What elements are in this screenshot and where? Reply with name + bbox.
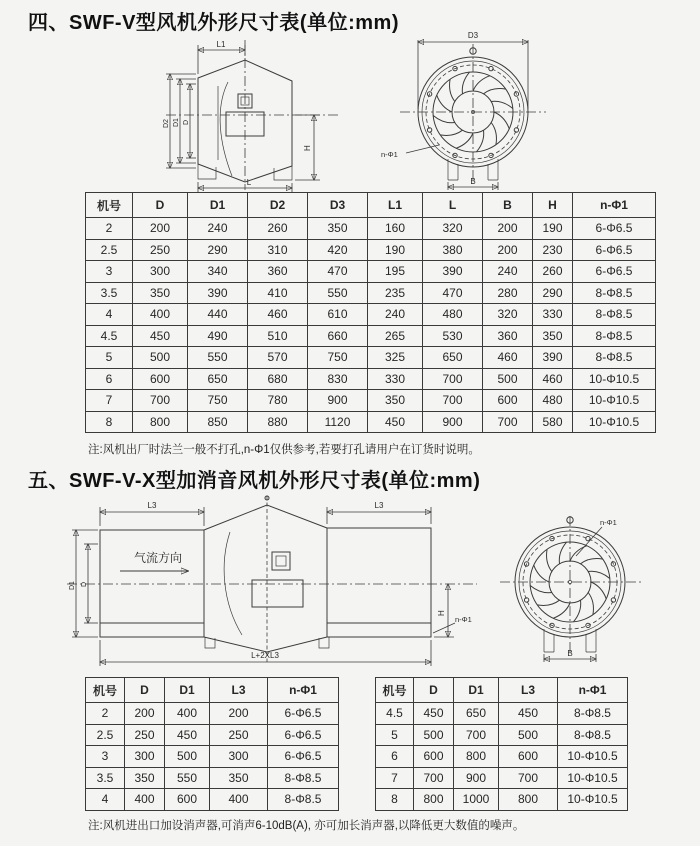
- dim-label-h: H: [303, 145, 312, 151]
- column-header: D: [414, 678, 454, 703]
- table-cell: 400: [133, 304, 188, 326]
- table-cell: 510: [248, 325, 308, 347]
- table-cell: 490: [188, 325, 248, 347]
- dim-label-d1: D1: [173, 118, 180, 127]
- column-header: D: [125, 678, 165, 703]
- column-header: B: [483, 193, 533, 218]
- column-header: 机号: [86, 193, 133, 218]
- table-row: [86, 347, 656, 369]
- table-cell: 390: [423, 261, 483, 283]
- table-cell: 10-Φ10.5: [558, 746, 628, 768]
- table-cell: 400: [165, 703, 210, 725]
- table-cell: 330: [368, 368, 423, 390]
- table-cell: 700: [423, 390, 483, 412]
- column-header: H: [533, 193, 573, 218]
- table-cell: 350: [308, 218, 368, 240]
- table-cell: 420: [308, 239, 368, 261]
- table-cell: 800: [414, 789, 454, 811]
- table-cell: 350: [368, 390, 423, 412]
- fan-side-view-drawing: [140, 36, 350, 194]
- table-cell: 8-Φ8.5: [573, 347, 656, 369]
- table-cell: 7: [376, 767, 414, 789]
- column-header: D3: [308, 193, 368, 218]
- dim-label-d3: D3: [467, 31, 479, 40]
- table-cell: 390: [188, 282, 248, 304]
- table-cell: 700: [423, 368, 483, 390]
- table-cell: 230: [533, 239, 573, 261]
- table-cell: 400: [210, 789, 268, 811]
- header-row: [86, 678, 339, 703]
- fan-casing-outline: [204, 505, 327, 652]
- table-cell: 800: [454, 746, 499, 768]
- table-cell: 360: [248, 261, 308, 283]
- table-cell: 700: [414, 767, 454, 789]
- table-row: [86, 703, 339, 725]
- table-cell: 310: [248, 239, 308, 261]
- table-cell: 10-Φ10.5: [558, 767, 628, 789]
- table-cell: 200: [125, 703, 165, 725]
- table-row: [86, 411, 656, 433]
- column-header: 机号: [376, 678, 414, 703]
- section4-title: 四、SWF-V型风机外形尺寸表(单位:mm): [28, 12, 399, 34]
- table-cell: 450: [165, 724, 210, 746]
- table-cell: 650: [423, 347, 483, 369]
- table-cell: 700: [454, 724, 499, 746]
- table-cell: 750: [188, 390, 248, 412]
- table-cell: 200: [483, 239, 533, 261]
- table-cell: 600: [483, 390, 533, 412]
- holes-label: n-Φ1: [455, 615, 472, 624]
- table-row: [376, 746, 628, 768]
- dim-label-l3-right: L3: [374, 501, 384, 510]
- table-cell: 6-Φ6.5: [573, 218, 656, 240]
- dim-label-d1: D1: [69, 581, 76, 590]
- right-foot: [274, 166, 292, 180]
- table-cell: 250: [210, 724, 268, 746]
- table-cell: 470: [423, 282, 483, 304]
- table-cell: 410: [248, 282, 308, 304]
- table-cell: 660: [308, 325, 368, 347]
- section5-title: 五、SWF-V-X型加消音风机外形尺寸表(单位:mm): [28, 470, 481, 492]
- table-cell: 460: [483, 347, 533, 369]
- table-row: [86, 368, 656, 390]
- fan-front-view-drawing: [378, 24, 563, 194]
- table-cell: 190: [533, 218, 573, 240]
- table-cell: 8-Φ8.5: [558, 724, 628, 746]
- table-row: [86, 261, 656, 283]
- dimension-table-swfv: [85, 192, 656, 433]
- table-cell: 550: [165, 767, 210, 789]
- table-cell: 570: [248, 347, 308, 369]
- table-cell: 7: [86, 390, 133, 412]
- table-cell: 400: [125, 789, 165, 811]
- junction-box: [272, 552, 290, 570]
- table-cell: 235: [368, 282, 423, 304]
- table-cell: 600: [133, 368, 188, 390]
- table-cell: 265: [368, 325, 423, 347]
- table-row: [86, 239, 656, 261]
- table-cell: 4.5: [376, 703, 414, 725]
- table-cell: 8-Φ8.5: [573, 282, 656, 304]
- table-cell: 450: [368, 411, 423, 433]
- column-header: D1: [188, 193, 248, 218]
- table-cell: 900: [308, 390, 368, 412]
- table-cell: 450: [133, 325, 188, 347]
- table-cell: 250: [133, 239, 188, 261]
- table-cell: 650: [454, 703, 499, 725]
- table-cell: 3.5: [86, 282, 133, 304]
- table-cell: 1000: [454, 789, 499, 811]
- table-cell: 6-Φ6.5: [268, 724, 339, 746]
- table-cell: 500: [414, 724, 454, 746]
- table-cell: 600: [499, 746, 558, 768]
- table-cell: 8-Φ8.5: [558, 703, 628, 725]
- table-row: [86, 746, 339, 768]
- table-cell: 5: [376, 724, 414, 746]
- silencer-fan-front-view-drawing: [492, 502, 697, 670]
- dim-label-d2: D2: [163, 119, 170, 128]
- column-header: L3: [210, 678, 268, 703]
- table-cell: 350: [210, 767, 268, 789]
- column-header: L: [423, 193, 483, 218]
- header-row: [86, 193, 656, 218]
- table-cell: 470: [308, 261, 368, 283]
- table-cell: 700: [133, 390, 188, 412]
- table-cell: 440: [188, 304, 248, 326]
- section4-note: 注:风机出厂时法兰一般不打孔,n-Φ1仅供参考,若要打孔请用户在订货时说明。: [88, 444, 480, 456]
- table-row: [376, 703, 628, 725]
- table-cell: 4: [86, 789, 125, 811]
- holes-label: n-Φ1: [600, 518, 617, 527]
- column-header: D1: [165, 678, 210, 703]
- table-cell: 6: [86, 368, 133, 390]
- table-cell: 240: [188, 218, 248, 240]
- table-row: [86, 390, 656, 412]
- table-cell: 3.5: [86, 767, 125, 789]
- table-cell: 550: [188, 347, 248, 369]
- table-cell: 600: [165, 789, 210, 811]
- table-cell: 880: [248, 411, 308, 433]
- table-cell: 290: [533, 282, 573, 304]
- table-cell: 600: [414, 746, 454, 768]
- dim-label-d: D: [183, 119, 190, 125]
- table-cell: 480: [533, 390, 573, 412]
- table-cell: 260: [533, 261, 573, 283]
- table-cell: 390: [533, 347, 573, 369]
- silencer-fan-side-view-drawing: [62, 492, 482, 672]
- right-silencer: [327, 528, 431, 637]
- table-row: [376, 724, 628, 746]
- table-cell: 190: [368, 239, 423, 261]
- column-header: n-Φ1: [268, 678, 339, 703]
- table-cell: 500: [483, 368, 533, 390]
- motor-hatched: [252, 580, 303, 607]
- table-cell: 8-Φ8.5: [573, 325, 656, 347]
- header-row: [376, 678, 628, 703]
- table-cell: 2.5: [86, 724, 125, 746]
- table-row: [376, 767, 628, 789]
- table-cell: 450: [414, 703, 454, 725]
- table-cell: 320: [483, 304, 533, 326]
- table-cell: 350: [125, 767, 165, 789]
- table-cell: 6-Φ6.5: [573, 261, 656, 283]
- table-cell: 6-Φ6.5: [268, 746, 339, 768]
- table-cell: 2: [86, 218, 133, 240]
- flange-inner-circle: [519, 531, 621, 633]
- table-cell: 550: [308, 282, 368, 304]
- table-cell: 450: [499, 703, 558, 725]
- table-cell: 900: [423, 411, 483, 433]
- table-cell: 750: [308, 347, 368, 369]
- table-row: [86, 789, 339, 811]
- table-cell: 850: [188, 411, 248, 433]
- table-cell: 300: [133, 261, 188, 283]
- table-cell: 4: [86, 304, 133, 326]
- table-cell: 10-Φ10.5: [558, 789, 628, 811]
- table-cell: 8-Φ8.5: [573, 304, 656, 326]
- dim-label-b: B: [470, 177, 476, 186]
- table-cell: 330: [533, 304, 573, 326]
- table-cell: 10-Φ10.5: [573, 368, 656, 390]
- table-cell: 700: [483, 411, 533, 433]
- table-cell: 900: [454, 767, 499, 789]
- table-cell: 800: [499, 789, 558, 811]
- left-silencer-lining: [100, 623, 204, 637]
- table-cell: 500: [133, 347, 188, 369]
- table-cell: 680: [248, 368, 308, 390]
- column-header: L3: [499, 678, 558, 703]
- table-cell: 320: [423, 218, 483, 240]
- column-header: D: [133, 193, 188, 218]
- table-cell: 500: [165, 746, 210, 768]
- table-row: [86, 304, 656, 326]
- impeller-curve: [224, 532, 242, 635]
- table-cell: 530: [423, 325, 483, 347]
- left-foot: [198, 164, 216, 179]
- table-cell: 500: [499, 724, 558, 746]
- table-cell: 700: [499, 767, 558, 789]
- dim-label-h: H: [437, 610, 446, 616]
- table-cell: 780: [248, 390, 308, 412]
- junction-box-inner: [276, 556, 286, 566]
- table-row: [86, 767, 339, 789]
- table-cell: 240: [368, 304, 423, 326]
- table-cell: 5: [86, 347, 133, 369]
- table-cell: 200: [133, 218, 188, 240]
- column-header: n-Φ1: [558, 678, 628, 703]
- table-cell: 8: [86, 411, 133, 433]
- table-cell: 240: [483, 261, 533, 283]
- table-cell: 195: [368, 261, 423, 283]
- table-cell: 350: [533, 325, 573, 347]
- table-cell: 800: [133, 411, 188, 433]
- table-cell: 4.5: [86, 325, 133, 347]
- section5-note: 注:风机进出口加设消声器,可消声6-10dB(A), 亦可加长消声器,以降低更大数值的噪声。: [88, 820, 525, 832]
- table-cell: 3: [86, 746, 125, 768]
- dimension-table-swfvx-right: [375, 677, 628, 811]
- table-cell: 8: [376, 789, 414, 811]
- table-cell: 10-Φ10.5: [573, 390, 656, 412]
- right-silencer-lining: [327, 623, 431, 637]
- table-cell: 2.5: [86, 239, 133, 261]
- table-cell: 580: [533, 411, 573, 433]
- table-cell: 280: [483, 282, 533, 304]
- table-row: [86, 282, 656, 304]
- column-header: 机号: [86, 678, 125, 703]
- dim-label-l3-left: L3: [147, 501, 157, 510]
- table-cell: 200: [483, 218, 533, 240]
- table-cell: 650: [188, 368, 248, 390]
- table-cell: 300: [210, 746, 268, 768]
- table-cell: 250: [125, 724, 165, 746]
- dim-label-total-length: L+2XL3: [251, 651, 279, 660]
- table-cell: 460: [533, 368, 573, 390]
- column-header: D2: [248, 193, 308, 218]
- holes-label: n-Φ1: [381, 150, 398, 159]
- table-cell: 830: [308, 368, 368, 390]
- table-cell: 160: [368, 218, 423, 240]
- table-cell: 8-Φ8.5: [268, 789, 339, 811]
- dim-label-d: D: [81, 581, 88, 587]
- table-cell: 350: [133, 282, 188, 304]
- table-cell: 300: [125, 746, 165, 768]
- table-cell: 360: [483, 325, 533, 347]
- table-cell: 6-Φ6.5: [573, 239, 656, 261]
- dim-label-b: B: [567, 649, 573, 658]
- table-cell: 480: [423, 304, 483, 326]
- airflow-label: 气流方向: [134, 551, 183, 565]
- table-cell: 290: [188, 239, 248, 261]
- table-cell: 610: [308, 304, 368, 326]
- column-header: n-Φ1: [573, 193, 656, 218]
- dimension-table-swfvx-left: [85, 677, 339, 811]
- table-cell: 2: [86, 703, 125, 725]
- table-row: [376, 789, 628, 811]
- table-cell: 1120: [308, 411, 368, 433]
- table-cell: 6: [376, 746, 414, 768]
- left-silencer: [100, 530, 204, 637]
- column-header: D1: [454, 678, 499, 703]
- table-cell: 6-Φ6.5: [268, 703, 339, 725]
- table-cell: 325: [368, 347, 423, 369]
- table-cell: 460: [248, 304, 308, 326]
- table-cell: 10-Φ10.5: [573, 411, 656, 433]
- table-cell: 8-Φ8.5: [268, 767, 339, 789]
- table-cell: 260: [248, 218, 308, 240]
- table-row: [86, 218, 656, 240]
- column-header: L1: [368, 193, 423, 218]
- table-cell: 380: [423, 239, 483, 261]
- table-row: [86, 325, 656, 347]
- table-cell: 340: [188, 261, 248, 283]
- table-cell: 3: [86, 261, 133, 283]
- table-row: [86, 724, 339, 746]
- dim-label-l1: L1: [216, 40, 226, 49]
- dim-label-l: L: [246, 178, 252, 187]
- table-cell: 200: [210, 703, 268, 725]
